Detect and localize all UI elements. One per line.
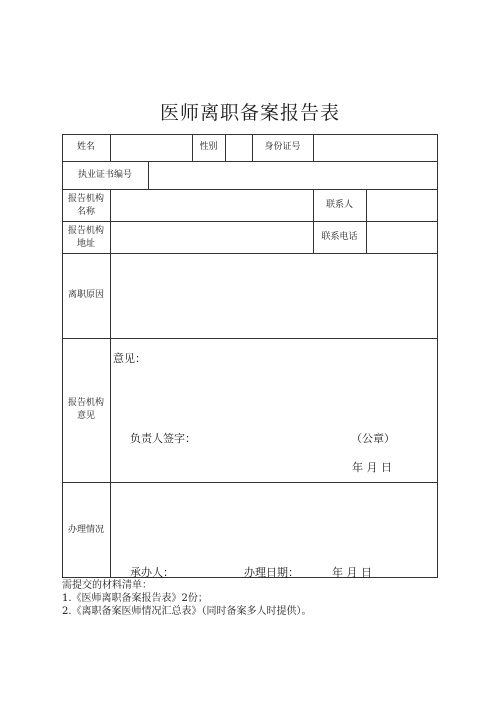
handling-status-field[interactable] [111,483,437,577]
signature-text: 负责人签字： [130,432,196,445]
phone-label: 联系电话 [321,232,358,242]
handling-status-label: 办理情况 [67,525,104,535]
handling-date-text: 办理日期： [244,566,299,579]
page-title: 医师离职备案报告表 [159,102,340,124]
org-address-label: 报告机构 地址 [67,226,104,249]
org-name-label: 报告机构 名称 [67,194,104,217]
handler-text: 承办人： [130,566,174,579]
opinion-date-text: 年 月 日 [352,461,392,474]
license-number-field[interactable] [149,162,437,189]
org-opinion-label: 报告机构 意见 [67,398,104,421]
handling-date-value: 年 月 日 [332,566,372,579]
license-number-label: 执业证书编号 [77,170,132,180]
id-number-label: 身份证号 [264,142,301,152]
list-item: 1.《医师离职备案报告表》2份； [62,593,208,604]
materials-heading: 需提交的材料清单： [62,580,152,591]
list-item: 2.《离职备案医师情况汇总表》（同时备案多人时提供）。 [62,606,312,617]
opinion-text: 意见： [113,352,146,365]
name-field[interactable] [111,135,192,161]
seal-text: （公章） [351,432,395,445]
id-number-field[interactable] [314,135,437,161]
gender-label: 性别 [199,142,218,152]
org-address-field[interactable] [111,222,313,253]
contact-person-label: 联系人 [325,200,353,210]
org-name-field[interactable] [111,190,313,221]
gender-field[interactable] [226,135,252,161]
contact-person-field[interactable] [367,190,437,221]
name-label: 姓名 [76,142,95,152]
resignation-reason-field[interactable] [111,254,437,338]
phone-field[interactable] [367,222,437,253]
table-border-right [437,134,438,578]
resignation-reason-label: 离职原因 [67,290,104,300]
materials-list [62,579,312,618]
table-border-left [62,134,63,578]
